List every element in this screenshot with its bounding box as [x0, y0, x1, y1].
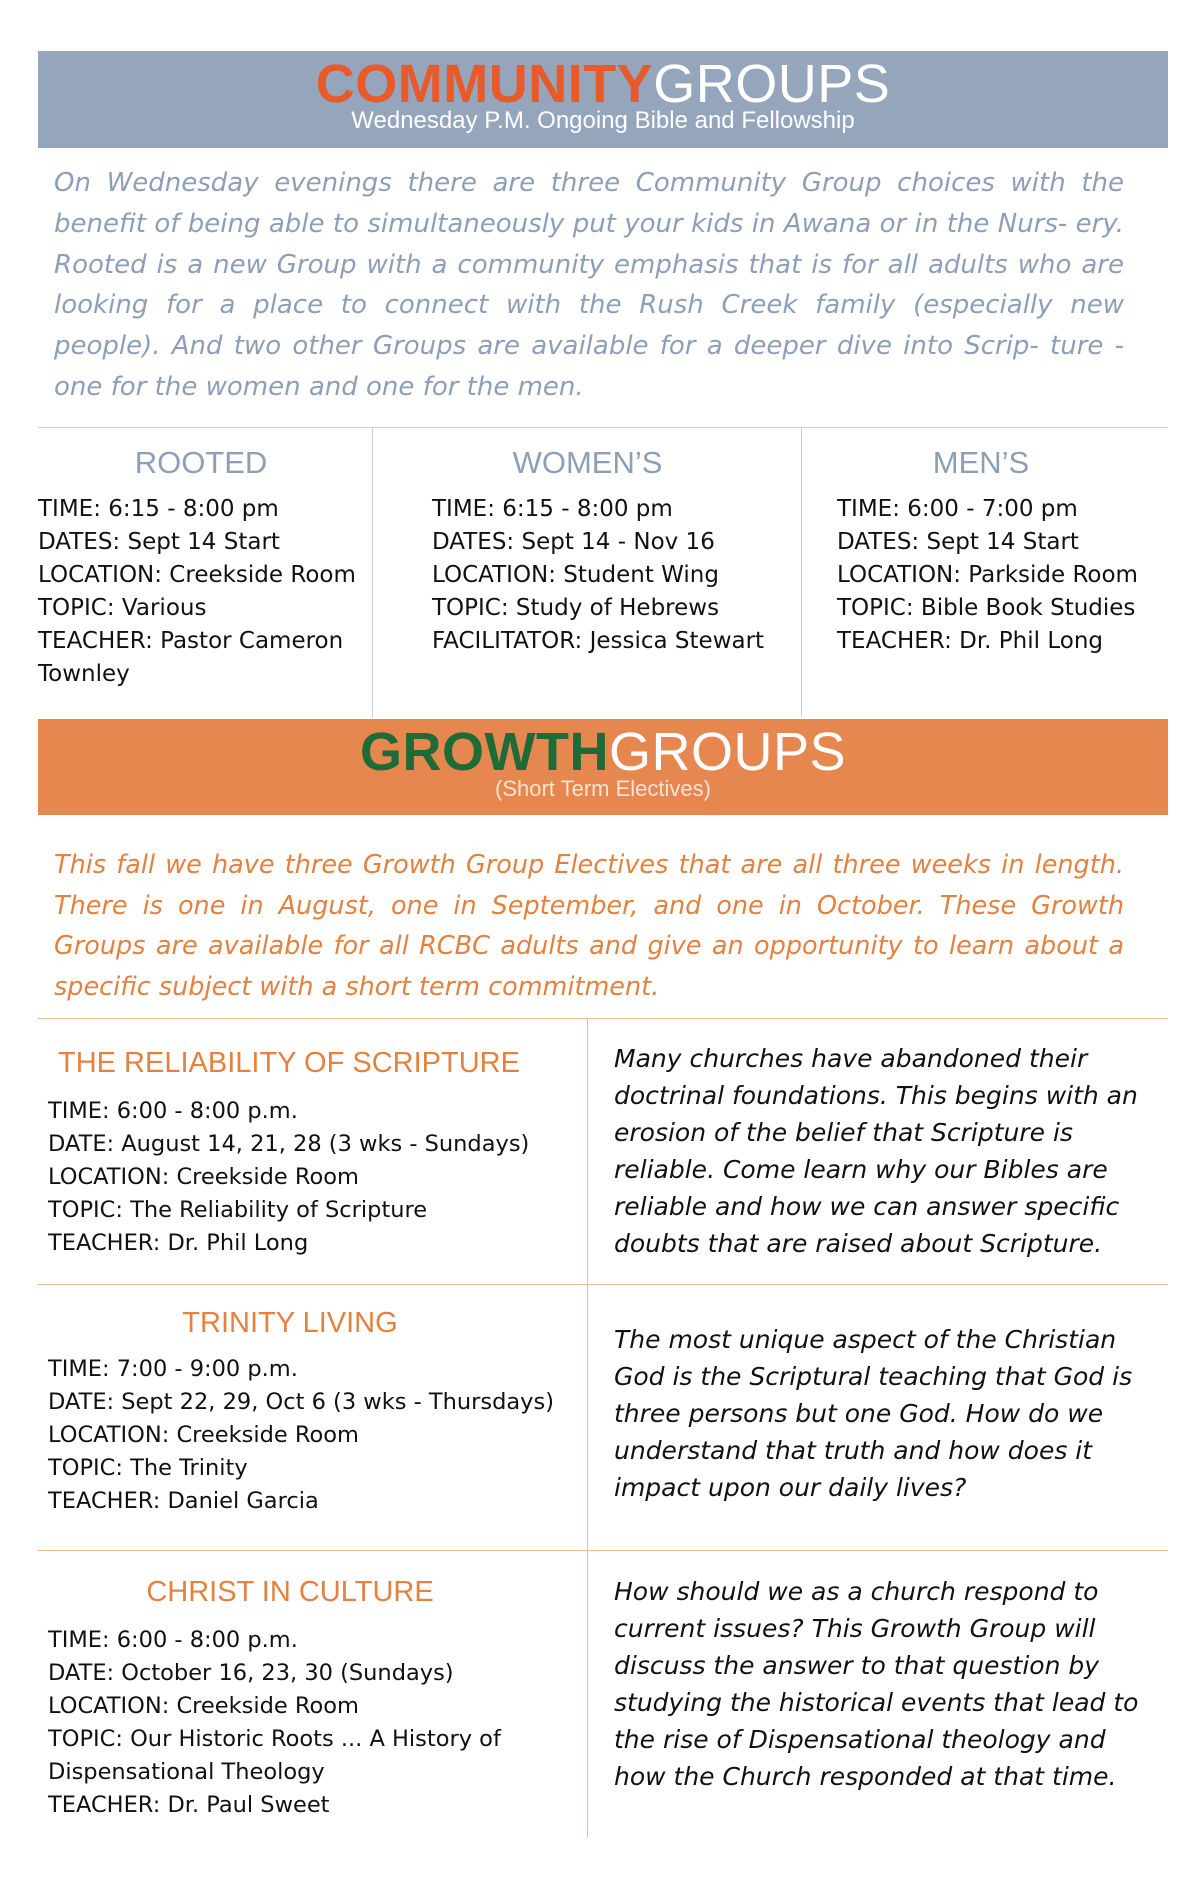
elective-time: TIME: 6:00 - 8:00 p.m. — [48, 1627, 298, 1653]
community-groups-subtitle: Wednesday P.M. Ongoing Bible and Fellowship — [351, 107, 855, 134]
elective-time: TIME: 7:00 - 9:00 p.m. — [48, 1356, 298, 1382]
group-dates: DATES: Sept 14 - Nov 16 — [432, 529, 715, 555]
elective-title: THE RELIABILITY OF SCRIPTURE — [58, 1047, 520, 1079]
elective-teacher: TEACHER: Daniel Garcia — [48, 1488, 319, 1514]
community-divider — [38, 427, 1168, 428]
elective-title: CHRIST IN CULTURE — [146, 1576, 434, 1608]
group-title: ROOTED — [134, 445, 268, 480]
growth-divider — [38, 1018, 1168, 1019]
group-mens — [802, 445, 1168, 658]
elective-details — [48, 1353, 554, 1518]
group-teacher: TEACHER: Dr. Phil Long — [837, 628, 1104, 654]
growth-title-strong: GROWTH — [360, 722, 609, 782]
elective-details — [48, 1624, 548, 1822]
elective-title: TRINITY LIVING — [182, 1307, 398, 1339]
community-title-light: GROUPS — [653, 54, 891, 114]
elective-description: The most unique aspect of the Christian God is the Scriptural teaching that God is three persons but one God. How do we understand that truth and how does it impact upon our daily lives? — [614, 1325, 1133, 1502]
group-details — [837, 493, 1168, 658]
growth-groups-subtitle: (Short Term Electives) — [495, 776, 711, 801]
group-topic: TOPIC: Various — [38, 595, 207, 621]
group-rooted — [38, 445, 364, 691]
group-womens — [372, 445, 801, 658]
elective-location: LOCATION: Creekside Room — [48, 1693, 359, 1719]
group-teacher: TEACHER: Pastor Cameron Townley — [38, 628, 344, 687]
growth-title-light: GROUPS — [608, 722, 846, 782]
community-groups-banner — [38, 51, 1168, 148]
group-title: WOMEN’S — [512, 445, 663, 480]
community-title-strong: COMMUNITY — [315, 54, 654, 114]
group-dates: DATES: Sept 14 Start — [837, 529, 1079, 555]
growth-intro: This fall we have three Growth Group Electives that are all three weeks in length. There is one in August, one in September, and one in October. These Growth Groups are available for all RCBC adults and give an opportunity to learn about a specific subject with a short term commitment. — [54, 850, 1124, 1002]
elective-teacher: TEACHER: Dr. Phil Long — [48, 1230, 309, 1256]
elective-location: LOCATION: Creekside Room — [48, 1422, 359, 1448]
elective-location: LOCATION: Creekside Room — [48, 1164, 359, 1190]
group-time: TIME: 6:15 - 8:00 pm — [432, 496, 673, 522]
elective-date: DATE: August 14, 21, 28 (3 wks - Sundays) — [48, 1131, 530, 1157]
group-title: MEN’S — [932, 445, 1030, 480]
elective-description: Many churches have abandoned their doctrinal foundations. This begins with an erosion of the belief that Scripture is reliable. Come learn why our Bibles are reliable and how we can answer specific doubts that are raised about Scripture. — [614, 1044, 1138, 1258]
elective-divider-2 — [38, 1550, 1168, 1551]
group-topic: TOPIC: Bible Book Studies — [837, 595, 1136, 621]
elective-date: DATE: October 16, 23, 30 (Sundays) — [48, 1660, 454, 1686]
group-dates: DATES: Sept 14 Start — [38, 529, 280, 555]
community-intro: On Wednesday evenings there are three Community Group choices with the benefit of being able to simultaneously put your kids in Awana or in the Nurs- ery. Rooted is a new Group with a community emphasis that is for all adults who are looking for a place to connect with the Rush Creek family (especially new people). And two other Groups are available for a deeper dive into Scrip- ture - one for the women and one for the men. — [54, 168, 1124, 402]
group-details — [38, 493, 364, 691]
group-time: TIME: 6:00 - 7:00 pm — [837, 496, 1078, 522]
elective-topic: TOPIC: The Reliability of Scripture — [48, 1197, 428, 1223]
elective-time: TIME: 6:00 - 8:00 p.m. — [48, 1098, 298, 1124]
group-topic: TOPIC: Study of Hebrews — [432, 595, 720, 621]
growth-groups-banner — [38, 719, 1168, 815]
group-facilitator: FACILITATOR: Jessica Stewart — [432, 628, 765, 654]
group-location: LOCATION: Parkside Room — [837, 562, 1138, 588]
elective-date: DATE: Sept 22, 29, Oct 6 (3 wks - Thursdays) — [48, 1389, 554, 1415]
elective-column-divider — [587, 1019, 588, 1837]
elective-topic: TOPIC: Our Historic Roots ... A History of Dispensational Theology — [48, 1726, 501, 1785]
elective-teacher: TEACHER: Dr. Paul Sweet — [48, 1792, 330, 1818]
elective-topic: TOPIC: The Trinity — [48, 1455, 248, 1481]
growth-groups-title — [38, 724, 1168, 780]
elective-divider-1 — [38, 1284, 1168, 1285]
group-location: LOCATION: Creekside Room — [38, 562, 356, 588]
community-groups-title — [38, 56, 1168, 112]
group-location: LOCATION: Student Wing — [432, 562, 719, 588]
group-time: TIME: 6:15 - 8:00 pm — [38, 496, 279, 522]
elective-details — [48, 1095, 529, 1260]
elective-description: How should we as a church respond to current issues? This Growth Group will discuss the answer to that question by studying the historical events that lead to the rise of Dispensational theology and how the Church responded at that time. — [614, 1577, 1139, 1791]
group-details — [432, 493, 801, 658]
